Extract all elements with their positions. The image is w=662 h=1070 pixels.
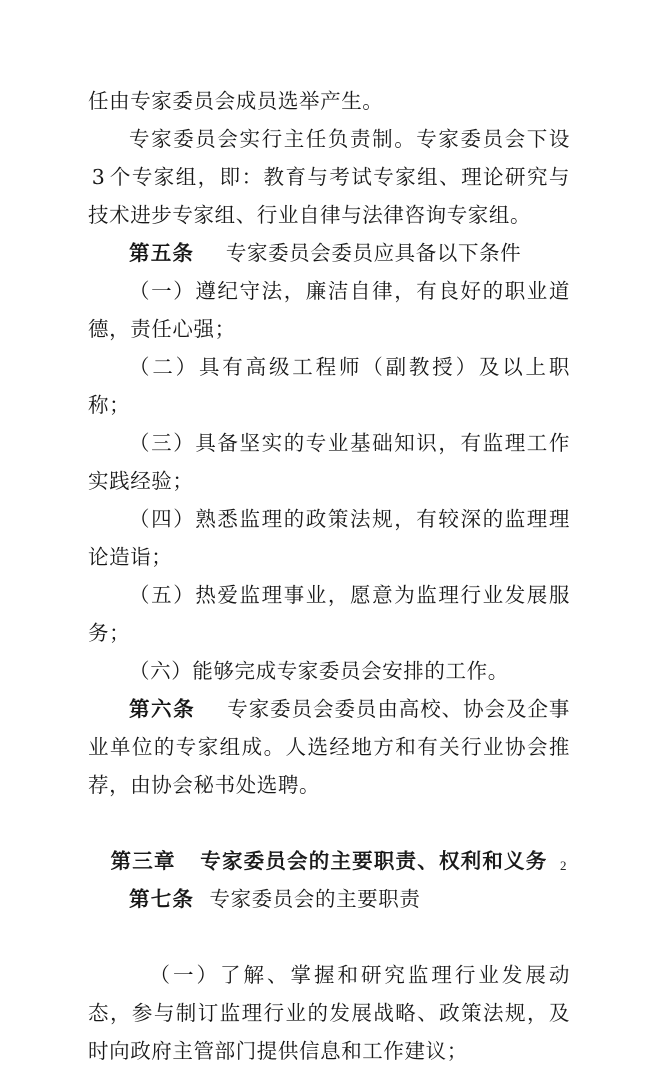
document-text-column [88, 82, 570, 1070]
chapter-heading-title: 专家委员会的主要职责、权利和义务 [200, 849, 548, 873]
article-5-label: 第五条 [129, 241, 195, 265]
list-item-3-marker: （三） [129, 431, 196, 455]
list-item-4-marker: （四） [129, 507, 196, 531]
paragraph-continuation: 任由专家委员会成员选举产生。 [88, 89, 384, 113]
paragraph-text-part-1: 专家委员会实行主任负责制。专家委员会下设 [129, 127, 570, 151]
article-5 [88, 234, 570, 272]
article-5-text: 专家委员会委员应具备以下条件 [225, 241, 522, 265]
list-item-4 [88, 500, 570, 576]
page-number: 2 [560, 858, 567, 873]
list-item-duty-1 [88, 956, 570, 1070]
vertical-spacer [88, 918, 570, 956]
article-7 [88, 880, 570, 918]
list-item-6-text: 能够完成专家委员会安排的工作。 [192, 659, 509, 683]
list-item-2-marker: （二） [129, 355, 199, 379]
paragraph-text-part-2: 个专家组，即：教育与考试专家组、理论研究与技术进步专家组、行业自律与法律咨询专家组。 [88, 165, 570, 227]
article-6-label: 第六条 [129, 697, 196, 721]
list-item-2-text: 具有高级工程师（副教授）及以上职称； [88, 355, 570, 417]
list-item-1 [88, 272, 570, 348]
list-item-6 [88, 652, 570, 690]
paragraph-expert-groups [88, 120, 570, 234]
article-7-text: 专家委员会的主要职责 [209, 887, 421, 911]
list-item-3-text: 具备坚实的专业基础知识，有监理工作实践经验； [88, 431, 570, 493]
article-7-label: 第七条 [129, 887, 195, 911]
article-6 [88, 690, 570, 804]
list-item-6-marker: （六） [129, 659, 193, 683]
vertical-spacer [88, 804, 570, 842]
chapter-heading-3 [88, 842, 570, 880]
list-item-duty-1-text: 了解、掌握和研究监理行业发展动态，参与制订监理行业的发展战略、政策法规，及时向政府主管部门提供信息和工作建议； [88, 963, 570, 1063]
list-item-3 [88, 424, 570, 500]
list-item-5-text: 热爱监理事业，愿意为监理行业发展服务； [88, 583, 570, 645]
article-6-text: 专家委员会委员由高校、协会及企事业单位的专家组成。人选经地方和有关行业协会推荐，由协会秘书处选聘。 [88, 697, 570, 797]
expert-group-count: 3 [91, 165, 106, 189]
chapter-heading-label: 第三章 [110, 849, 176, 873]
list-item-1-text: 遵纪守法，廉洁自律，有良好的职业道德，责任心强； [88, 279, 570, 341]
list-item-duty-1-marker: （一） [149, 963, 220, 987]
list-item-1-marker: （一） [129, 279, 196, 303]
list-item-2 [88, 348, 570, 424]
list-item-4-text: 熟悉监理的政策法规，有较深的监理理论造诣； [88, 507, 570, 569]
list-item-5 [88, 576, 570, 652]
list-item-5-marker: （五） [129, 583, 196, 607]
